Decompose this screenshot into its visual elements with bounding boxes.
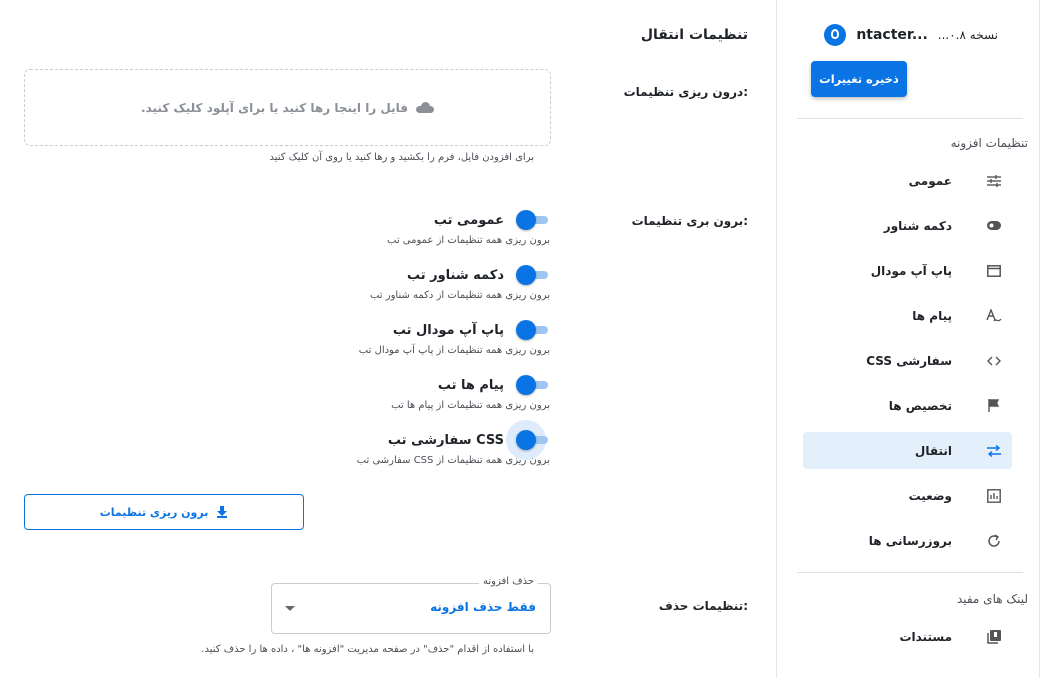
toggle-pill-icon [986,218,1002,234]
export-toggle-messages [310,375,550,423]
bar-chart-icon [986,488,1002,504]
sidebar-item-documentation[interactable] [803,618,1012,655]
sidebar-divider [797,118,1023,119]
sidebar-item-label: انتقال [914,443,952,458]
brand-name: ntacter... [856,27,928,43]
page-title: تنظیمات انتقال [640,27,748,43]
export-toggle-general [310,210,550,258]
sidebar-item-label: بروزرسانی ها [868,533,952,548]
toggle-switch[interactable] [516,375,550,395]
sidebar-item-transfer[interactable] [803,432,1012,469]
sidebar-item-floating-button[interactable] [803,207,1012,244]
useful-links-heading: لینک های مفید [956,592,1028,606]
cloud-icon [416,102,434,113]
sliders-icon [986,173,1002,189]
caret-down-icon [285,606,295,611]
export-button-label: برون ریزی تنظیمات [99,505,209,519]
brand-logo-icon [824,24,846,46]
code-icon [986,353,1002,369]
select-value: فقط حذف افزونه [430,600,536,614]
export-toggle-floating-button [310,265,550,313]
toggle-label: دکمه شناور تب [406,267,504,283]
brand-version: نسخه ۰.۸... [937,28,998,42]
sidebar-item-updates[interactable] [803,522,1012,559]
toggle-switch[interactable] [516,320,550,340]
transfer-arrows-icon [986,443,1002,459]
import-helper-text: برای افزودن فایل، فرم را بکشید و رها کنید یا روی آن کلیک کنید [269,152,534,163]
sidebar-nav [803,162,1012,567]
library-icon [986,629,1002,645]
sidebar-item-label: تخصیص ها [888,398,952,413]
toggle-label: پاپ آپ مودال تب [392,322,504,338]
toggle-description: برون ریزی همه تنظیمات از عمومی تب [387,235,550,246]
sidebar-item-messages[interactable] [803,297,1012,334]
toggle-description: برون ریزی همه تنظیمات از CSS سفارشی تب [356,455,550,466]
dropzone-text: فایل را اینجا رها کنید یا برای آپلود کلیک کنید. [141,100,408,115]
uninstall-select[interactable] [271,576,551,634]
sidebar-item-status[interactable] [803,477,1012,514]
export-toggle-popup-modal [310,320,550,368]
toggle-label: عمومی تب [433,212,504,228]
flag-icon [986,398,1002,414]
save-changes-button[interactable]: ذخیره تغییرات [811,61,907,97]
toggle-description: برون ریزی همه تنظیمات از پیام ها تب [391,400,550,411]
file-dropzone[interactable] [24,69,551,146]
sidebar-edge [1039,0,1040,678]
select-legend: حذف افزونه [479,576,538,587]
toggle-label: پیام ها تب [437,377,504,393]
toggle-label: CSS سفارشی تب [387,432,504,448]
sidebar-item-label: CSS سفارشی [866,353,952,368]
import-settings-label: درون ریزی تنظیمات: [623,85,748,99]
download-icon [216,506,228,518]
sidebar-item-assignments[interactable] [803,387,1012,424]
text-a-icon [986,308,1002,324]
window-icon [986,263,1002,279]
sidebar-item-popup-modal[interactable] [803,252,1012,289]
sidebar-divider [797,572,1023,573]
export-settings-label: برون بری تنظیمات: [631,214,748,228]
brand[interactable] [824,24,998,46]
toggle-description: برون ریزی همه تنظیمات از پاپ آپ مودال تب [358,345,550,356]
delete-settings-label: تنظیمات حذف: [658,599,748,613]
refresh-icon [986,533,1002,549]
sidebar-item-general[interactable] [803,162,1012,199]
sidebar-item-label: مستندات [899,629,952,644]
delete-helper-text: با استفاده از اقدام "حذف" در صفحه مدیریت "افزونه ها" ، داده ها را حذف کنید. [201,644,534,655]
sidebar-item-label: دکمه شناور [883,218,952,233]
toggle-switch[interactable] [516,210,550,230]
sidebar-item-label: پاپ آپ مودال [870,263,952,278]
sidebar-item-label: پیام ها [912,308,952,323]
toggle-description: برون ریزی همه تنظیمات از دکمه شناور تب [369,290,550,301]
sidebar [776,0,1042,678]
sidebar-item-custom-css[interactable] [803,342,1012,379]
useful-links-nav [803,618,1012,663]
toggle-switch[interactable] [516,430,550,450]
toggle-switch[interactable] [516,265,550,285]
plugin-settings-heading: تنظیمات افزونه [950,136,1028,150]
export-settings-button[interactable] [24,494,304,530]
sidebar-item-label: وضعیت [908,488,952,503]
sidebar-item-label: عمومی [908,173,952,188]
export-toggle-custom-css [310,430,550,478]
